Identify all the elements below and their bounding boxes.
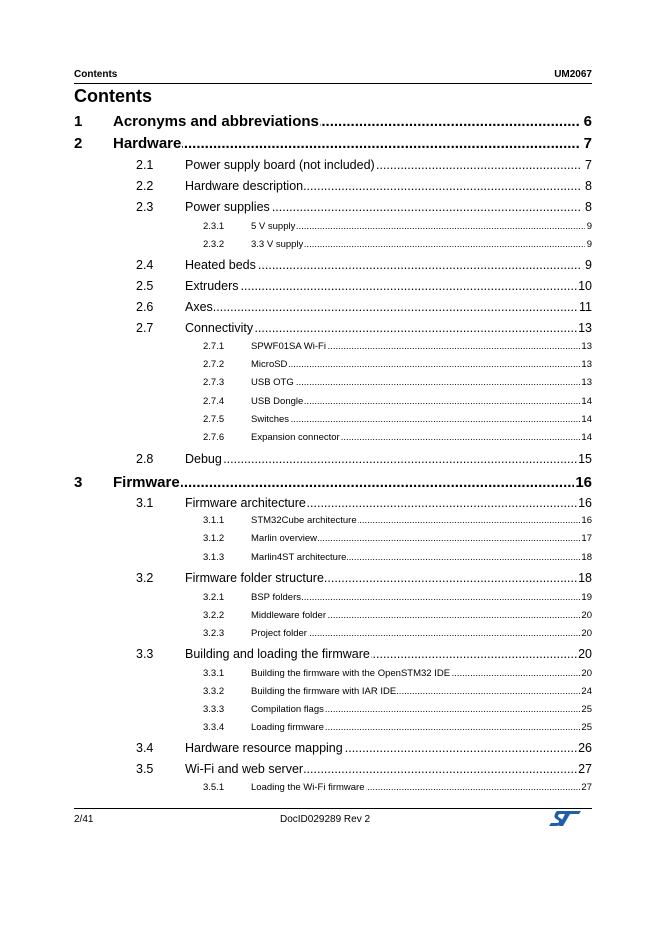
toc-entry-level3[interactable] [0,221,662,238]
toc-entry-level2[interactable] [0,647,662,667]
toc-section-number: 2.4 [136,258,154,272]
toc-entry-level3[interactable] [0,628,662,645]
toc-leader-dots [251,414,585,425]
toc-page-number: 16 [581,515,592,526]
toc-entry-level1[interactable] [0,113,662,135]
toc-page-number: 9 [586,221,592,232]
toc-section-number: 2.3 [136,200,154,214]
toc-entry-level2[interactable] [0,741,662,761]
toc-section-number: 3.5.1 [203,782,225,793]
toc-section-title: 5 V supply [251,221,296,232]
toc-entry-level3[interactable] [0,722,662,739]
toc-section-title: Expansion connector [251,432,340,443]
toc-entry-level3[interactable] [0,686,662,703]
toc-page-number: 14 [581,396,592,407]
toc-entry-level2[interactable] [0,300,662,320]
toc-section-title: 3.3 V supply [251,239,304,250]
toc-page-number: 16 [575,474,592,491]
toc-section-number: 3.4 [136,741,154,755]
toc-page-number: 11 [579,300,592,314]
toc-section-number: 2.6 [136,300,154,314]
toc-page-number: 7 [583,135,592,152]
toc-page-number: 17 [581,533,592,544]
toc-section-number: 3.3 [136,647,154,661]
toc-section-title: Marlin4ST architecture [251,552,347,563]
toc-page-number: 20 [578,647,592,661]
toc-leader-dots [185,452,582,466]
toc-entry-level2[interactable] [0,179,662,199]
toc-entry-level1[interactable] [0,135,662,157]
toc-entry-level3[interactable] [0,533,662,550]
toc-section-number: 2.7.6 [203,432,225,443]
toc-section-title: Firmware folder structure [185,571,324,585]
toc-entry-level3[interactable] [0,377,662,394]
toc-leader-dots [185,279,582,293]
toc-section-number: 3.2.1 [203,592,225,603]
toc-entry-level3[interactable] [0,239,662,256]
toc-section-title: SPWF01SA Wi-Fi [251,341,326,352]
toc-page-number: 16 [578,496,592,510]
toc-section-title: Connectivity [185,321,254,335]
toc-page-number: 13 [581,359,592,370]
toc-section-title: USB OTG [251,377,294,388]
toc-section-number: 3.3.1 [203,668,225,679]
toc-entry-level3[interactable] [0,782,662,799]
toc-section-title: MicroSD [251,359,288,370]
toc-page-number: 19 [581,592,592,603]
toc-section-number: 2.3.2 [203,239,225,250]
toc-leader-dots [251,377,585,388]
toc-leader-dots [251,359,585,370]
toc-section-number: 3.3.2 [203,686,225,697]
toc-page-number: 13 [581,377,592,388]
toc-page-number: 9 [585,258,592,272]
toc-leader-dots [113,135,580,152]
toc-section-title: USB Dongle [251,396,304,407]
toc-page-number: 25 [581,704,592,715]
toc-page-number: 13 [578,321,592,335]
toc-entry-level2[interactable] [0,279,662,299]
toc-section-number: 3.3.4 [203,722,225,733]
toc-section-number: 3.5 [136,762,154,776]
toc-section-title: Power supply board (not included) [185,158,375,172]
toc-entry-level3[interactable] [0,414,662,431]
toc-section-title: Firmware [113,474,180,491]
toc-entry-level3[interactable] [0,359,662,376]
toc-section-title: Hardware [113,135,182,152]
toc-section-title: Building the firmware with the OpenSTM32 IDE [251,668,451,679]
toc-section-number: 2.7.2 [203,359,225,370]
toc-section-title: Extruders [185,279,239,293]
toc-entry-level3[interactable] [0,668,662,685]
toc-section-number: 2.2 [136,179,154,193]
toc-section-number: 2.7.5 [203,414,225,425]
toc-section-title: BSP folders [251,592,301,603]
toc-section-title: Project folder [251,628,307,639]
toc-section-title: Firmware architecture [185,496,306,510]
toc-page-number: 7 [585,158,592,172]
toc-entry-level3[interactable] [0,515,662,532]
toc-leader-dots [185,300,582,314]
toc-section-title: Acronyms and abbreviations [113,113,319,130]
toc-page-number: 14 [581,414,592,425]
toc-section-number: 3.1.2 [203,533,225,544]
toc-page-number: 20 [581,628,592,639]
page-footer [74,808,592,827]
toc-section-title: Hardware description [185,179,304,193]
toc-entry-level3[interactable] [0,341,662,358]
toc-section-number: 2.3.1 [203,221,225,232]
toc-page-number: 8 [585,200,592,214]
toc-section-title: Heated beds [185,258,256,272]
toc-page-number: 18 [578,571,592,585]
document-id: DocID029289 Rev 2 [280,814,371,825]
toc-section-title: Building and loading the firmware [185,647,370,661]
toc-section-number: 3.2.2 [203,610,225,621]
toc-section-title: Middleware folder [251,610,326,621]
toc-entry-level2[interactable] [0,571,662,591]
toc-page-number: 27 [581,782,592,793]
toc-section-number: 1 [74,113,83,130]
toc-entry-level2[interactable] [0,258,662,278]
toc-entry-level2[interactable] [0,496,662,516]
toc-section-title: Marlin overview [251,533,317,544]
toc-entry-level3[interactable] [0,552,662,569]
toc-section-title: Wi-Fi and web server [185,762,304,776]
toc-entry-level3[interactable] [0,432,662,449]
toc-entry-level3[interactable] [0,610,662,627]
st-logo-icon [548,810,582,827]
toc-page-number: 25 [581,722,592,733]
toc-section-title: Hardware resource mapping [185,741,343,755]
toc-section-title: Loading the Wi-Fi firmware [251,782,365,793]
toc-leader-dots [251,221,585,232]
page-title: Contents [74,86,152,106]
toc-section-title: Debug [185,452,222,466]
toc-section-title: Loading firmware [251,722,324,733]
toc-page-number: 13 [581,341,592,352]
toc-entry-level3[interactable] [0,396,662,413]
toc-section-title: Switches [251,414,290,425]
toc-section-number: 3 [74,474,83,491]
toc-section-number: 3.1.1 [203,515,225,526]
toc-section-title: Building the firmware with IAR IDE [251,686,397,697]
toc-page-number: 14 [581,432,592,443]
toc-entry-level3[interactable] [0,592,662,609]
toc-section-number: 3.3.3 [203,704,225,715]
toc-entry-level3[interactable] [0,704,662,721]
toc-section-number: 2.7 [136,321,154,335]
toc-entry-level2[interactable] [0,158,662,178]
toc-page-number: 24 [581,686,592,697]
toc-page-number: 27 [578,762,592,776]
toc-section-title: Compilation flags [251,704,324,715]
toc-page-number: 20 [581,610,592,621]
toc-entry-level2[interactable] [0,452,662,472]
toc-section-number: 2.5 [136,279,154,293]
toc-section-title: STM32Cube architecture [251,515,357,526]
toc-page-number: 9 [586,239,592,250]
toc-section-number: 2 [74,135,83,152]
toc-section-number: 3.2 [136,571,154,585]
toc-entry-level1[interactable] [0,474,662,496]
toc-section-number: 2.7.4 [203,396,225,407]
toc-page-number: 18 [581,552,592,563]
toc-section-number: 2.7.3 [203,377,225,388]
toc-section-title: Power supplies [185,200,270,214]
toc-page-number: 6 [583,113,592,130]
toc-section-number: 3.2.3 [203,628,225,639]
toc-page-number: 26 [578,741,592,755]
toc-section-number: 3.1 [136,496,154,510]
header-doc-code: UM2067 [554,69,592,80]
toc-leader-dots [113,474,580,491]
toc-page-number: 10 [578,279,592,293]
toc-section-number: 2.1 [136,158,154,172]
toc-entry-level2[interactable] [0,762,662,782]
toc-page-number: 15 [578,452,592,466]
toc-section-title: Axes [185,300,213,314]
toc-page-number: 8 [585,179,592,193]
page-number: 2/41 [74,814,94,825]
toc-section-number: 2.7.1 [203,341,225,352]
header-section: Contents [74,69,118,80]
toc-page-number: 20 [581,668,592,679]
toc-section-number: 3.1.3 [203,552,225,563]
page-header [74,69,592,84]
toc-entry-level2[interactable] [0,200,662,220]
toc-section-number: 2.8 [136,452,154,466]
toc-entry-level2[interactable] [0,321,662,341]
